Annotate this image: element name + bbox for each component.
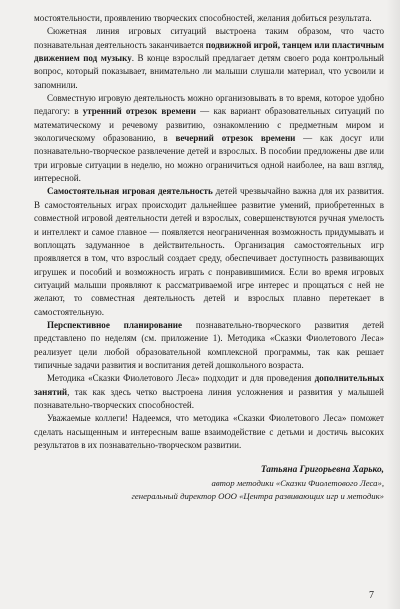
paragraph xyxy=(34,319,384,372)
text-run: Уважаемые коллеги! Надеемся, что методика «Сказки Фиолетового Леса» поможет сделать насыщенным и интересным ваше взаимодействие с детьми и достичь высоких результатов в их познавательно-творческом развитии. xyxy=(34,413,384,450)
text-run: познавательно-творческого развития детей представлено по неделям (см. приложение 1). Методика «Сказки Фиолетового Леса» реализует цели любой образовательной комплексной программы, так как решает типичные задачи развития и воспитания детей дошкольного возраста. xyxy=(34,319,385,370)
emphasized-text: дополнительных занятий xyxy=(34,373,384,397)
text-run: Сюжетная линия игровых ситуаций выстроена таким образом, что часто познавательная деятельность заканчивается xyxy=(34,26,384,50)
author-signature xyxy=(34,464,384,502)
author-name: Татьяна Григорьевна Харько, xyxy=(260,465,384,476)
paragraph xyxy=(34,12,384,25)
body-text xyxy=(34,12,384,452)
emphasized-text: Самостоятельная игровая деятельность xyxy=(47,186,213,197)
emphasized-text: подвижной игрой, танцем или пластичным движением под музыку xyxy=(34,39,385,64)
text-run: — как досуг или познавательно-творческое развлечение детей и взрослых. В пособии предложены две или три игровые ситуации в неделю, но можно ограничиться одной наиболее, на ваш взгляд, интересной. xyxy=(34,133,384,184)
author-role: автор методики «Сказки Фиолетового Леса», xyxy=(211,478,384,489)
text-run: детей чрезвычайно важна для их развития. В самостоятельных играх происходит дальнейшее развитие умений, приобретенных в совместной игровой деятельности детей и взрослых, совершенствуются ручная умелость и интеллект и самое главное — появляется неограниченная возможность придумывать и воплощать задуманное в действительность. Организация самостоятельных игр проявляется в том, что взрослый создает среду, обеспечивает доступность развивающих игрушек и пособий и возможность играть с понравившимися. Если во время игровых ситуаций малыши проявляют к рассматриваемой игре интерес и прощаться с ней не желают, то совместная деятельность детей и взрослых плавно перетекает в самостоятельную. xyxy=(34,186,384,317)
text-run: . В конце взрослый предлагает детям своего рода контрольный вопрос, который показывает, внимательно ли малыши слушали материал, что усвоили и запомнили. xyxy=(34,53,384,90)
emphasized-text: утренний отрезок времени xyxy=(82,106,196,117)
paragraph xyxy=(34,412,384,452)
text-run: Методика «Сказки Фиолетового Леса» подходит и для проведения xyxy=(47,373,315,384)
text-run: мостоятельности, проявлению творческих способностей, желания добиться результата. xyxy=(34,13,372,23)
paragraph xyxy=(34,92,384,185)
text-run: , так как здесь четко выстроена линия усложнения и развития у малышей познавательно-творческих способностей. xyxy=(34,386,384,410)
emphasized-text: вечерний отрезок времени xyxy=(175,133,296,144)
emphasized-text: Перспективное планирование xyxy=(47,319,183,330)
paragraph xyxy=(34,25,384,92)
author-position: генеральный директор ООО «Центра развивающих игр и методик» xyxy=(131,490,384,501)
paragraph xyxy=(34,185,384,318)
text-run: — как вариант образовательных ситуаций по математическому и речевому развитию, ознакомлению с предметным миром и экологическому образованию, в xyxy=(34,106,385,144)
paragraph xyxy=(34,372,384,412)
text-run: Совместную игровую деятельность можно организовывать в то время, которое удобно педагогу: в xyxy=(34,93,384,117)
page-number: 7 xyxy=(369,590,374,601)
